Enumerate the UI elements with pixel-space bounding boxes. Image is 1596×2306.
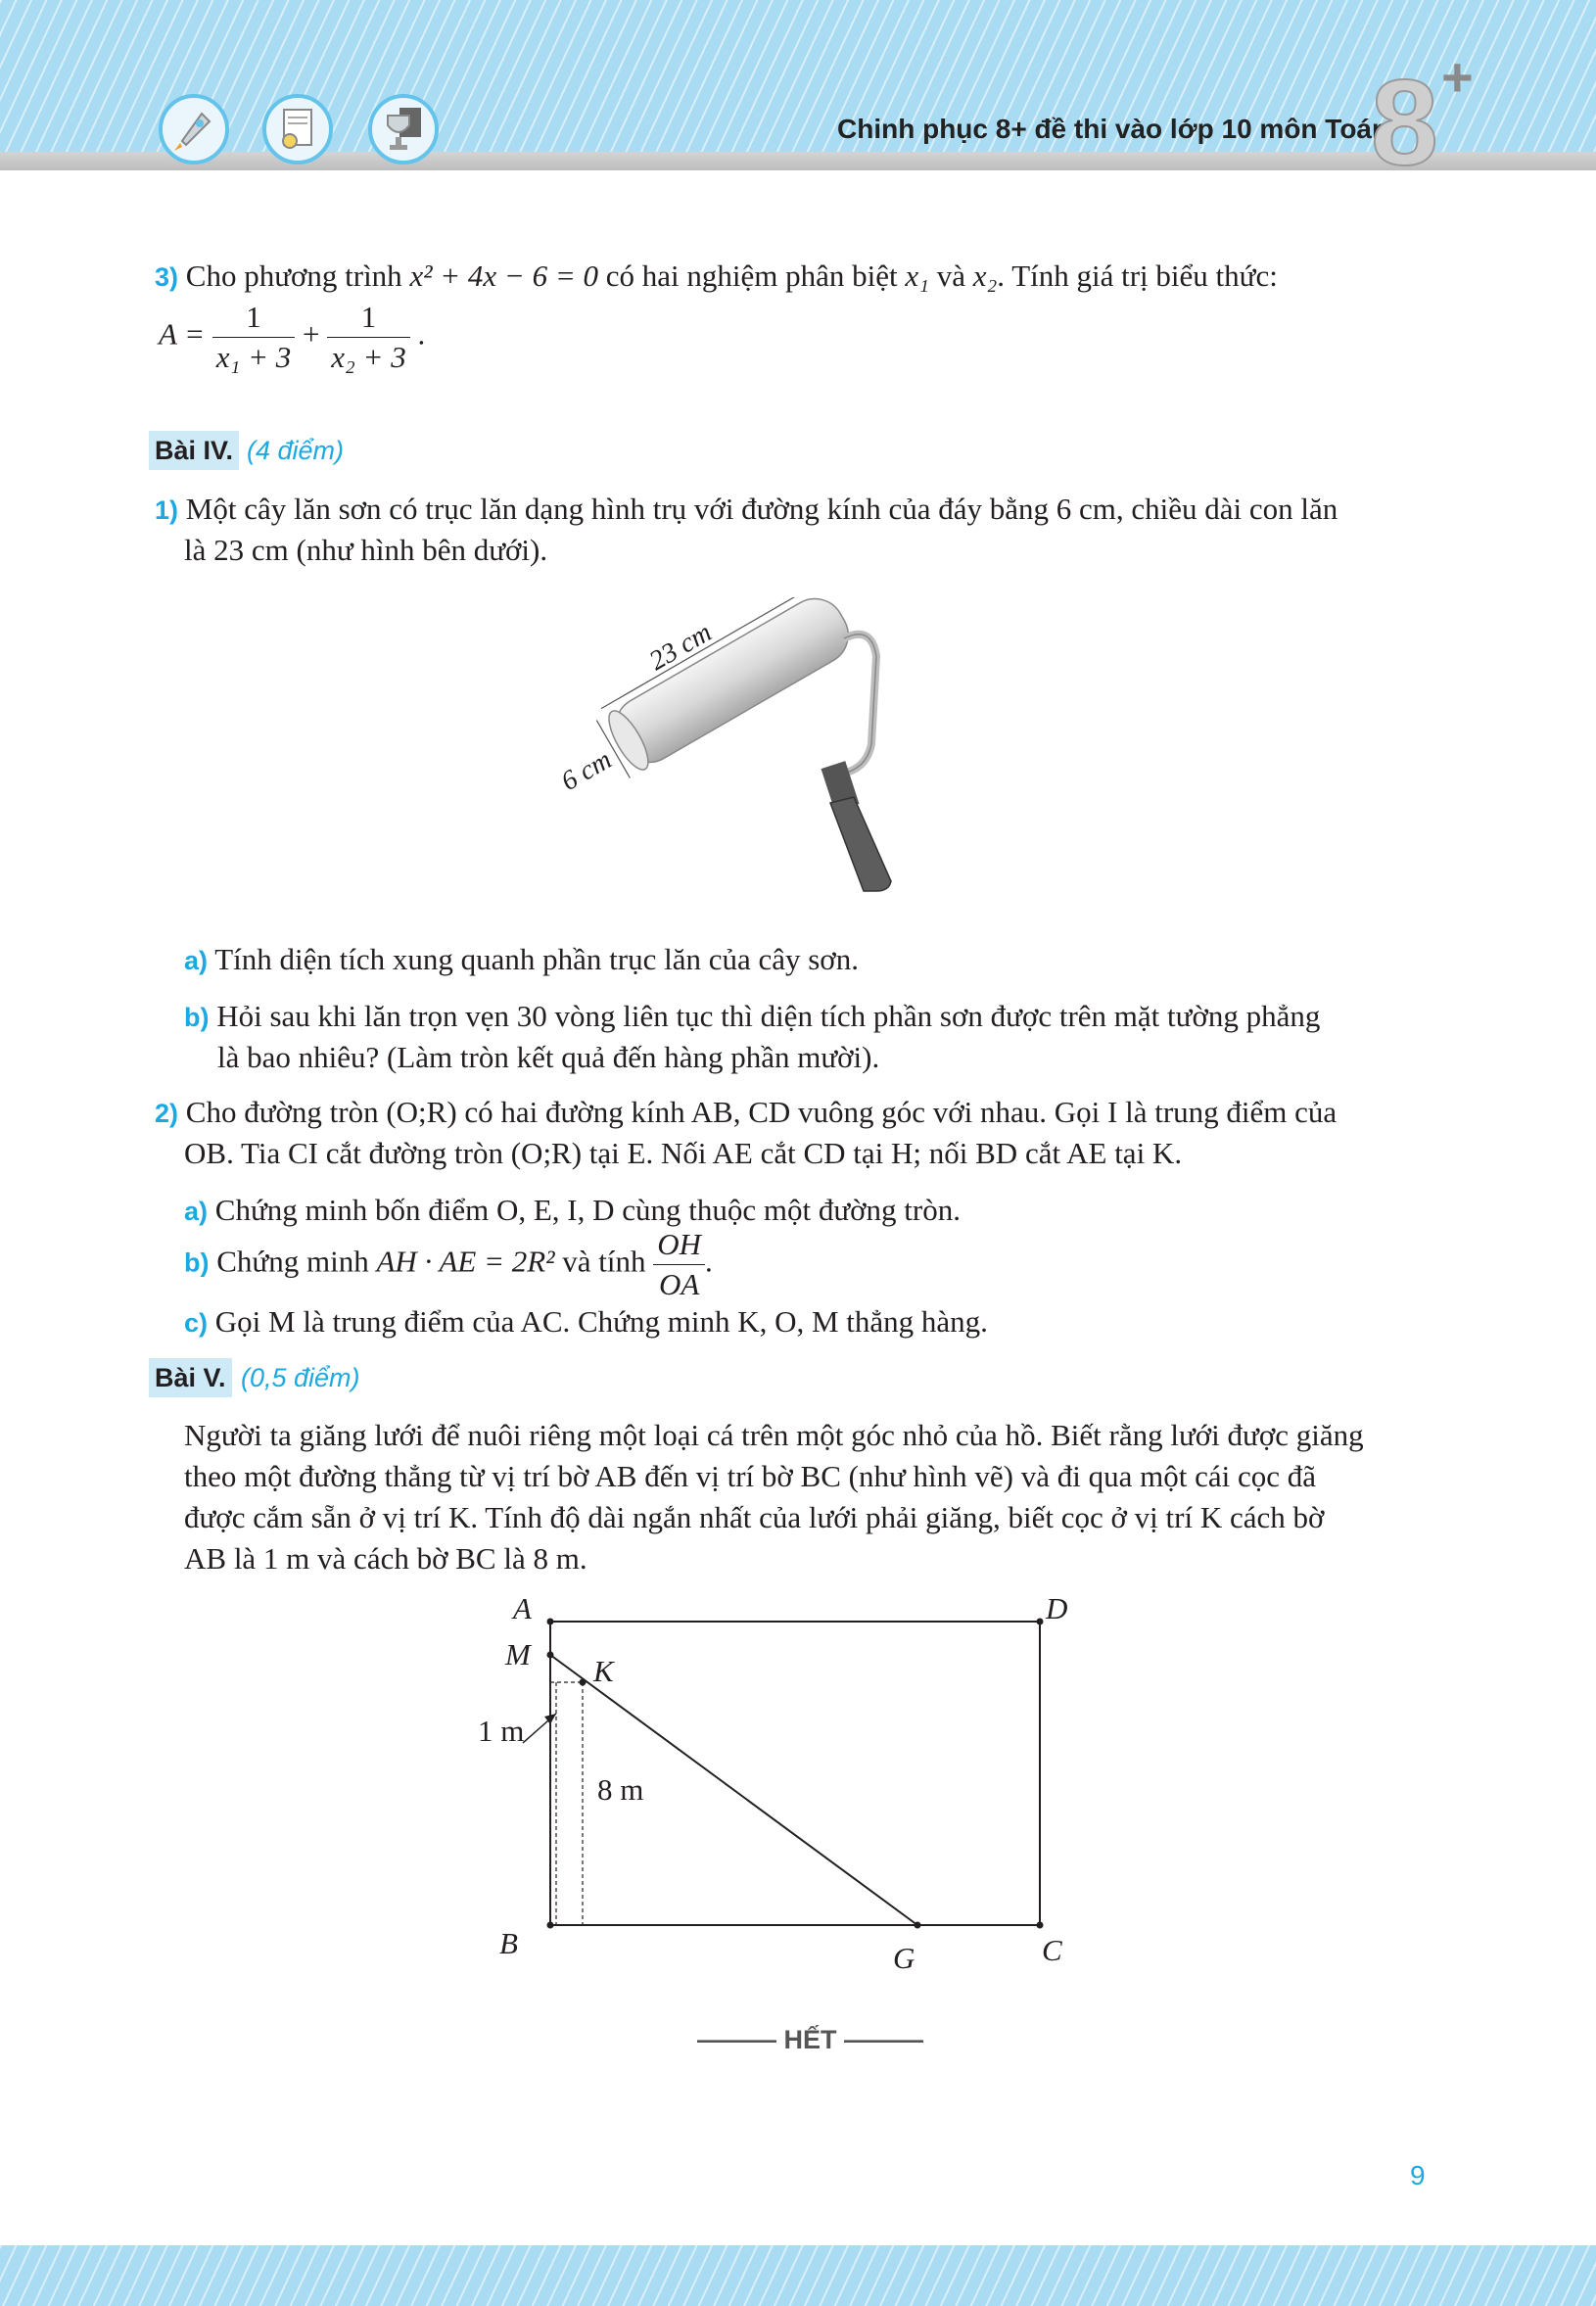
roller-handle (830, 797, 891, 891)
problem-2-line1: 2) Cho đường tròn (O;R) có hai đường kính AB, CD vuông góc với nhau. Gọi I là trung điểm của (155, 1095, 1338, 1129)
section-tag: Bài IV. (149, 431, 239, 470)
question-3-line: 3) Cho phương trình x² + 4x − 6 = 0 có hai nghiệm phân biệt x₁ và x₂. Tính giá trị biểu thức: (155, 259, 1278, 293)
svg-text:8: 8 (1371, 56, 1438, 176)
bai5-line3: được cắm sẵn ở vị trí K. Tính độ dài ngắn nhất của lưới phải giăng, biết cọc ở vị trí K cách bờ (184, 1500, 1325, 1534)
footer-band (0, 2245, 1596, 2306)
section-tag: Bài V. (149, 1358, 232, 1397)
problem-2a: a) Chứng minh bốn điểm O, E, I, D cùng thuộc một đường tròn. (184, 1193, 961, 1227)
question-number: 3) (155, 262, 179, 292)
point-B (547, 1922, 554, 1929)
point-C (1037, 1922, 1044, 1929)
label-G: G (893, 1941, 915, 1975)
label-8m: 8 m (597, 1772, 644, 1807)
roller-diameter-label: 6 cm (556, 744, 617, 798)
problem-1a: a) Tính diện tích xung quanh phần trục lăn của cây sơn. (184, 942, 859, 976)
trophy-icon (368, 94, 439, 165)
roller-length-label: 23 cm (644, 617, 718, 678)
bai5-line1: Người ta giăng lưới để nuôi riêng một loại cá trên một góc nhỏ của hồ. Biết rằng lưới được giăng (184, 1418, 1364, 1452)
problem-1-line2: là 23 cm (như hình bên dưới). (184, 533, 548, 567)
bai5-line4: AB là 1 m và cách bờ BC là 8 m. (184, 1541, 587, 1576)
svg-text:+: + (1441, 49, 1474, 108)
point-M (547, 1652, 554, 1659)
problem-2-line2: OB. Tia CI cắt đường tròn (O;R) tại E. Nối AE cắt CD tại H; nối BD cắt AE tại K. (184, 1136, 1183, 1170)
equation: x² + 4x − 6 = 0 (409, 259, 599, 293)
page-number: 9 (1410, 2160, 1426, 2190)
problem-1b-line1: b) Hỏi sau khi lăn trọn vẹn 30 vòng liên tục thì diện tích phần sơn được trên mặt tường phẳng (184, 999, 1321, 1033)
roller-frame (842, 635, 876, 774)
expression-A: A = $\frac{1}{\text{x₁ + 3}}$ + $\frac{1}{\text{x₂ + 3}}$ . (159, 298, 425, 377)
fraction: $\frac{1}{\text{x₁ + 3}}$ (212, 298, 295, 377)
paint-roller-figure (548, 597, 920, 911)
label-B: B (499, 1926, 518, 1960)
section-points: (0,5 điểm) (241, 1363, 360, 1392)
bai5-line2: theo một đường thẳng từ vị trí bờ AB đến vị trí bờ BC (như hình vẽ) và đi qua một cái cọc đã (184, 1459, 1316, 1493)
problem-1b-line2: là bao nhiêu? (Làm tròn kết quả đến hàng phần mười). (217, 1040, 880, 1074)
header-title: Chinh phục 8+ đề thi vào lớp 10 môn Toán (837, 114, 1389, 144)
point-D (1037, 1619, 1044, 1625)
logo-8plus-icon (1365, 49, 1482, 176)
point-K (580, 1679, 587, 1686)
rocket-icon (159, 94, 229, 165)
problem-2b: b) Chứng minh AH · AE = 2R² và tính $\frac{OH}{OA}$ . (184, 1225, 713, 1304)
header-rule (0, 152, 1596, 170)
label-C: C (1042, 1933, 1062, 1967)
point-G (915, 1922, 921, 1929)
document-lightbulb-icon (262, 94, 333, 165)
problem-1-line1: 1) Một cây lăn sơn có trục lăn dạng hình trụ với đường kính của đáy bằng 6 cm, chiều dài con lăn (155, 492, 1338, 526)
label-1m: 1 m (478, 1714, 525, 1748)
end-mark: ——— HẾT ——— (697, 2025, 924, 2054)
label-M: M (505, 1637, 531, 1671)
label-A: A (513, 1596, 532, 1625)
fraction: $\frac{OH}{OA}$ (653, 1225, 705, 1304)
fraction: $\frac{1}{\text{x₂ + 3}}$ (327, 298, 409, 377)
point-A (547, 1619, 554, 1625)
net-diagram (460, 1596, 1097, 1988)
problem-2c: c) Gọi M là trung điểm của AC. Chứng minh K, O, M thẳng hàng. (184, 1304, 988, 1339)
label-K: K (593, 1654, 614, 1688)
label-D: D (1046, 1596, 1068, 1625)
section-points: (4 điểm) (247, 436, 345, 465)
